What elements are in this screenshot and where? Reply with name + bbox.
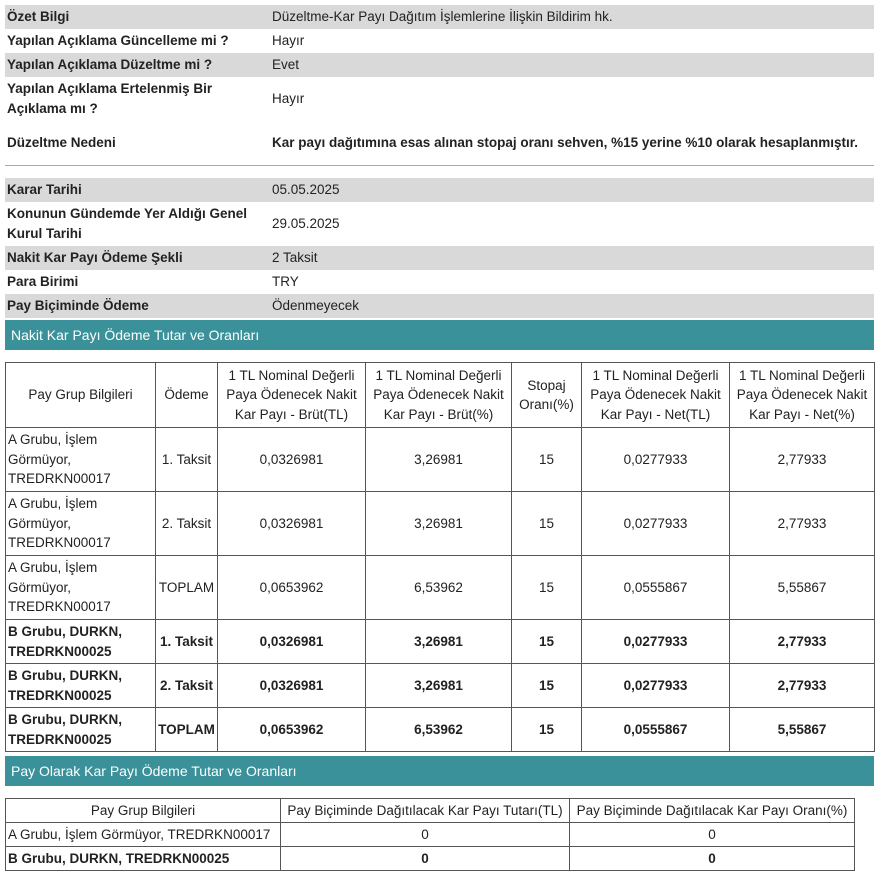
table-cell: 2. Taksit bbox=[156, 664, 218, 708]
summary-row bbox=[5, 29, 874, 53]
detail-label: Pay Biçiminde Ödeme bbox=[5, 294, 264, 318]
table-header-row bbox=[6, 363, 875, 428]
summary-label: Düzeltme Nedeni bbox=[7, 135, 116, 150]
table-cell: 0,0555867 bbox=[582, 556, 730, 620]
column-header: Ödeme bbox=[156, 363, 218, 428]
table-cell: 0,0653962 bbox=[218, 708, 366, 752]
table-cell: 15 bbox=[512, 556, 582, 620]
table-row bbox=[6, 823, 855, 847]
table-cell: 15 bbox=[512, 708, 582, 752]
detail-row bbox=[5, 178, 874, 202]
table-cell: 3,26981 bbox=[366, 492, 512, 556]
table-cell: 0 bbox=[281, 823, 570, 847]
column-header: Pay Biçiminde Dağıtılacak Kar Payı Tutarı(TL) bbox=[281, 799, 570, 823]
share-dividend-table bbox=[5, 798, 855, 871]
summary-value: Düzeltme-Kar Payı Dağıtım İşlemlerine İlişkin Bildirim hk. bbox=[264, 5, 874, 29]
column-header: 1 TL Nominal Değerli Paya Ödenecek Nakit Kar Payı - Net(%) bbox=[730, 363, 875, 428]
table-cell: 1. Taksit bbox=[156, 428, 218, 492]
table-cell: 0,0326981 bbox=[218, 620, 366, 664]
column-header: Pay Biçiminde Dağıtılacak Kar Payı Oranı(%) bbox=[570, 799, 855, 823]
table-cell: 3,26981 bbox=[366, 620, 512, 664]
detail-label: Konunun Gündemde Yer Aldığı Genel Kurul Tarihi bbox=[7, 206, 248, 241]
cash-section-header: Nakit Kar Payı Ödeme Tutar ve Oranları bbox=[5, 320, 874, 350]
table-row bbox=[6, 620, 875, 664]
table-cell: 0 bbox=[570, 847, 855, 871]
detail-row bbox=[5, 202, 874, 246]
table-cell: 0,0277933 bbox=[582, 664, 730, 708]
detail-label: Nakit Kar Payı Ödeme Şekli bbox=[5, 246, 264, 270]
table-cell: 3,26981 bbox=[366, 428, 512, 492]
column-header: Stopaj Oranı(%) bbox=[512, 363, 582, 428]
table-cell: B Grubu, DURKN, TREDRKN00025 bbox=[6, 664, 156, 708]
correction-reason: Kar payı dağıtımına esas alınan stopaj oranı sehven, %15 yerine %10 olarak hesaplanmıştır. bbox=[272, 135, 858, 150]
detail-value: 29.05.2025 bbox=[272, 216, 340, 231]
share-section-header: Pay Olarak Kar Payı Ödeme Tutar ve Oranları bbox=[5, 756, 874, 786]
table-row bbox=[6, 428, 875, 492]
table-cell: 0,0326981 bbox=[218, 428, 366, 492]
table-cell: B Grubu, DURKN, TREDRKN00025 bbox=[6, 847, 281, 871]
summary-value: Hayır bbox=[272, 91, 305, 106]
table-cell: 15 bbox=[512, 428, 582, 492]
table-cell: 2,77933 bbox=[730, 664, 875, 708]
table-cell: A Grubu, İşlem Görmüyor, TREDRKN00017 bbox=[6, 823, 281, 847]
table-cell: 5,55867 bbox=[730, 708, 875, 752]
column-header: 1 TL Nominal Değerli Paya Ödenecek Nakit Kar Payı - Brüt(%) bbox=[366, 363, 512, 428]
summary-row bbox=[5, 121, 874, 165]
table-cell: 3,26981 bbox=[366, 664, 512, 708]
table-cell: 6,53962 bbox=[366, 556, 512, 620]
detail-label: Para Birimi bbox=[7, 274, 79, 289]
table-cell: 2. Taksit bbox=[156, 492, 218, 556]
table-cell: 2,77933 bbox=[730, 492, 875, 556]
divider bbox=[5, 165, 874, 166]
table-cell: 2,77933 bbox=[730, 620, 875, 664]
summary-label: Yapılan Açıklama Ertelenmiş Bir Açıklama mı ? bbox=[7, 81, 213, 116]
table-cell: 15 bbox=[512, 620, 582, 664]
table-cell: 0,0326981 bbox=[218, 664, 366, 708]
table-cell: B Grubu, DURKN, TREDRKN00025 bbox=[6, 708, 156, 752]
summary-value: Hayır bbox=[272, 33, 305, 48]
summary-row bbox=[5, 53, 874, 77]
detail-row bbox=[5, 294, 874, 318]
table-row bbox=[6, 708, 875, 752]
table-cell: 0 bbox=[281, 847, 570, 871]
detail-label: Karar Tarihi bbox=[5, 178, 264, 202]
summary-label: Yapılan Açıklama Güncelleme mi ? bbox=[7, 33, 229, 48]
table-cell: 15 bbox=[512, 492, 582, 556]
column-header: 1 TL Nominal Değerli Paya Ödenecek Nakit Kar Payı - Brüt(TL) bbox=[218, 363, 366, 428]
details-table bbox=[5, 178, 874, 318]
table-header-row bbox=[6, 799, 855, 823]
table-cell: 5,55867 bbox=[730, 556, 875, 620]
column-header: Pay Grup Bilgileri bbox=[6, 799, 281, 823]
summary-value: Evet bbox=[264, 53, 874, 77]
table-cell: 0,0653962 bbox=[218, 556, 366, 620]
table-row bbox=[6, 492, 875, 556]
table-cell: 2,77933 bbox=[730, 428, 875, 492]
table-cell: 0,0277933 bbox=[582, 428, 730, 492]
detail-value: 2 Taksit bbox=[264, 246, 874, 270]
table-cell: TOPLAM bbox=[156, 708, 218, 752]
summary-label: Yapılan Açıklama Düzeltme mi ? bbox=[5, 53, 264, 77]
table-cell: 15 bbox=[512, 664, 582, 708]
table-row bbox=[6, 556, 875, 620]
cash-dividend-table bbox=[5, 362, 875, 752]
detail-row bbox=[5, 246, 874, 270]
table-cell: A Grubu, İşlem Görmüyor, TREDRKN00017 bbox=[6, 556, 156, 620]
column-header: Pay Grup Bilgileri bbox=[6, 363, 156, 428]
table-cell: 0 bbox=[570, 823, 855, 847]
table-cell: 1. Taksit bbox=[156, 620, 218, 664]
table-cell: TOPLAM bbox=[156, 556, 218, 620]
column-header: 1 TL Nominal Değerli Paya Ödenecek Nakit Kar Payı - Net(TL) bbox=[582, 363, 730, 428]
table-cell: A Grubu, İşlem Görmüyor, TREDRKN00017 bbox=[6, 492, 156, 556]
detail-value: TRY bbox=[272, 274, 299, 289]
table-row bbox=[6, 847, 855, 871]
table-cell: 0,0326981 bbox=[218, 492, 366, 556]
table-cell: 0,0555867 bbox=[582, 708, 730, 752]
detail-value: Ödenmeyecek bbox=[264, 294, 874, 318]
detail-value: 05.05.2025 bbox=[264, 178, 874, 202]
summary-row bbox=[5, 77, 874, 121]
detail-row bbox=[5, 270, 874, 294]
table-cell: B Grubu, DURKN, TREDRKN00025 bbox=[6, 620, 156, 664]
table-cell: A Grubu, İşlem Görmüyor, TREDRKN00017 bbox=[6, 428, 156, 492]
table-row bbox=[6, 664, 875, 708]
table-cell: 0,0277933 bbox=[582, 620, 730, 664]
summary-label: Özet Bilgi bbox=[5, 5, 264, 29]
table-cell: 0,0277933 bbox=[582, 492, 730, 556]
summary-table bbox=[5, 5, 874, 165]
table-cell: 6,53962 bbox=[366, 708, 512, 752]
summary-row bbox=[5, 5, 874, 29]
